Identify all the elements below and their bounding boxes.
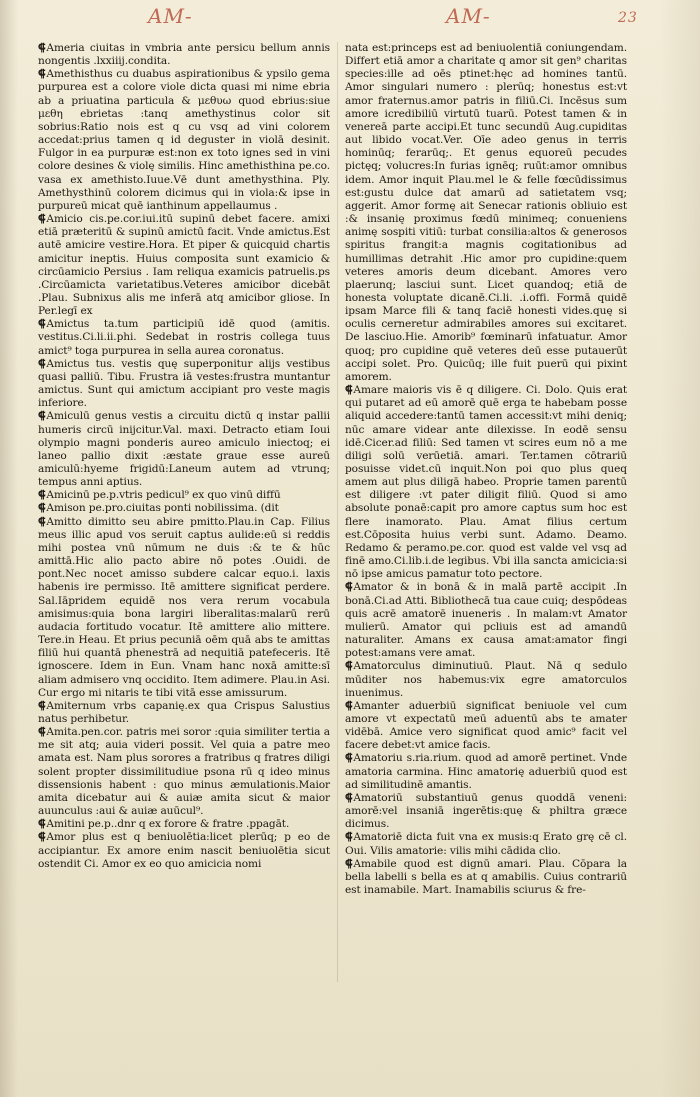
dictionary-entry [38,213,330,318]
entry-text: Amicinū pe.p.vtris pedicul⁹ ex quo vinū diffū [46,489,281,502]
dictionary-entry [345,792,627,831]
dictionary-entry [345,700,627,753]
entry-text: Amison pe.pro.ciuitas ponti nobilissima. (dit [46,502,279,515]
paragraph-mark-icon: ⸿ [38,726,46,739]
page-edge [660,0,700,1097]
paragraph-mark-icon: ⸿ [38,410,46,423]
paragraph-mark-icon: ⸿ [38,502,46,515]
paragraph-mark-icon: ⸿ [38,831,46,844]
entry-text: Amethisthus cu duabus aspirationibus & ypsilo gema purpurea est a colore viole dicta quasi mi nime ebria ab a priuatina particula & μεθυω quod ebrius:siue μεθη ebrietas :tanq amethystinus color sit sobrius:Ratio nois est q cu vsq ad vini colorem accedat:prius tamen q id deguster in violā desinit. Fulgor in ea purpuræ est:non ex toto ignes sed in vini colore desines & violę similis. Hinc amethisthina pe.co. vasa ex amethisto.Iuue.Vē dunt amethysthina. Ply. Amethysthinū colorem dicimus qui in viola:& ipse in purpureū micat quē ianthinum appellaumus . [38,68,330,212]
dictionary-entry [345,660,627,699]
handwritten-note-left: AM- [148,4,193,28]
paragraph-mark-icon: ⸿ [38,42,46,54]
paragraph-mark-icon: ⸿ [345,384,353,397]
paragraph-mark-icon: ⸿ [38,213,46,226]
dictionary-entry [38,502,330,515]
dictionary-entry [38,726,330,818]
dictionary-entry [38,42,330,68]
entry-text: Amictus ta.tum participiū idē quod (amitis. vestitus.Ci.li.ii.phi. Sedebat in rostris collega tuus amict⁹ toga purpurea in sella aurea coronatus. [38,318,330,357]
entry-text: Amatoriu s.ria.rium. quod ad amorē pertinet. Vnde amatoria carmina. Hinc amatorię aduerbiū quod est ad similitudinē amantis. [345,752,627,791]
handwritten-folio-number: 23 [618,10,638,26]
paragraph-mark-icon: ⸿ [345,791,353,804]
paragraph-mark-icon: ⸿ [345,660,353,673]
entry-text: Amanter aduerbiū significat beniuole vel cum amore vt expectatū meū aduentū abs te amater vidēbā. Amice vero significat quod amic⁹ facit vel facere debet:vt amice facis. [345,699,627,752]
dictionary-entry [38,410,330,489]
paragraph-mark-icon: ⸿ [345,581,353,594]
text-column-left [38,42,330,871]
entry-text: Amatoriē dicta fuit vna ex musis:q Erato grę cē cl. Oui. Vilis amatorie: vilis mihi cādida clio. [345,831,627,857]
dictionary-entry [38,489,330,502]
entry-text: Amiternum vrbs capanię.ex qua Crispus Salustius natus perhibetur. [38,699,330,725]
paragraph-mark-icon: ⸿ [38,357,46,370]
paragraph-mark-icon: ⸿ [38,818,46,831]
paragraph-mark-icon: ⸿ [38,699,46,712]
paragraph-mark-icon: ⸿ [38,489,46,502]
entry-text: Amator & in bonā & in malā partē accipit .In bonā.Ci.ad Atti. Bibliothecā tua caue cuiq; despōdeas quis acrē amatorē inueneris . In malam:vt Amator mulierū. Amator qui pcliuis est ad amandū naturaliter. Amans ex causa amat:amator fingi potest:amans vere amat. [345,581,627,660]
handwritten-note-center: AM- [446,4,491,28]
paragraph-mark-icon: ⸿ [38,515,46,528]
dictionary-entry [38,358,330,411]
dictionary-entry [345,581,627,660]
dictionary-entry [38,68,330,213]
text-column-right [345,42,627,897]
paragraph-mark-icon: ⸿ [38,318,46,331]
entry-text: Amatorculus diminutiuū. Plaut. Nā q sedulo mūditer nos habemus:vix egre amatorculos inuenimus. [345,660,627,699]
dictionary-entry [38,700,330,726]
gutter-shadow [0,0,18,1097]
dictionary-entry [38,831,330,870]
paragraph-mark-icon: ⸿ [345,752,353,765]
paragraph-mark-icon: ⸿ [345,831,353,844]
entry-text: Amatoriū substantiuū genus quoddā veneni: amorē:vel insaniā ingerētis:quę & philtra græce dicimus. [345,791,627,831]
dictionary-entry [345,384,627,581]
dictionary-entry [345,831,627,857]
dictionary-entry [345,42,627,384]
column-divider [337,42,338,982]
dictionary-entry [38,516,330,700]
dictionary-entry [38,318,330,357]
entry-text: Amabile quod est dignū amari. Plau. Cōpara la bella labelli s bella es at q amabilis. Cuius contrariū est inamabile. Mart. Inamabilis sciurus & fre- [345,857,627,896]
entry-text: Amor plus est q beniuolētia:licet plerūq; p eo de accipiantur. Ex amore enim nascit beniuolētia sicut ostendit Ci. Amor ex eo quo amicicia nomi [38,831,330,870]
entry-text: Amicio cis.pe.cor.iui.itū supinū debet facere. amixi etiā præteritū & supinū amictū facit. Vnde amictus.Est autē amicire vestire.Hora. Et piper & quicquid chartis amicitur ineptis. Huius composita sunt examicio & circūamicio Persius . Iam reliqua examicis patruelis.ps .Circūamicta varietatibus.Veteres amicibor dicebāt .Plau. Subnixus alis me inferā atq amicibor gliose. In Per.legī ex [38,213,330,318]
entry-text: Amitini pe.p..dnr q ex forore & fratre .ppagāt. [46,818,290,831]
entry-text: Amita.pen.cor. patris mei soror :quia similiter tertia a me sit atq; auia videri possit. Vel quia a patre meo amata est. Nam plus sorores a fratribus q fratres diligi solent propter dissimilitudiue psona rū q ideo minus dissensionis habent : quo minus æmulationis.Maior amita dicebatur aui & auiæ amita sicut & maior auunculus :aui & auiæ auūcul⁹. [38,726,330,818]
paragraph-mark-icon: ⸿ [345,857,353,870]
entry-text: Amictus tus. vestis quę superponitur alijs vestibus quasi palliū. Tibu. Frustra iā vestes:frustra muntantur amictus. Sunt qui amictum accipiant pro veste magis inferiore. [38,357,330,410]
dictionary-entry [38,818,330,831]
entry-text: Ameria ciuitas in vmbria ante persicu bellum annis nongentis .lxxiiij.condita. [38,42,330,68]
entry-text: Amare maioris vis ē q diligere. Ci. Dolo. Quis erat qui putaret ad eū amorē quē erga te habebam posse aliquid accedere:tantū tamen accessit:vt mihi deniq; nūc amare videar ante dilexisse. In eodē sensu idē.Cicer.ad filiū: Sed tamen vt scires eum nō a me diligi solū verūetiā. amari. Ter.tamen cōtrariū posuisse videt.cū inquit.Non poi quo plus queq amem aut plus diligā habeo. Proprie tamen parentū est diligere :vt pater diligit filiū. Quod si amo absolute ponaē:capit pro amore captus sum hoc est flere inamorato. Plau. Amat filius certum est.Cōposita huius verbi sunt. Adamo. Deamo. Redamo & peramo.pe.cor. quod est valde vel vsq ad finē amo.Ci.lib.i.de legibus. Vbi illa sancta amicicia:si nō ipse amicus pamatur toto pectore. [345,384,627,581]
paragraph-mark-icon: ⸿ [38,68,46,81]
dictionary-entry [345,858,627,897]
paragraph-mark-icon: ⸿ [345,699,353,712]
entry-text: Amitto dimitto seu abire pmitto.Plau.in Cap. Filius meus illic apud vos seruit captus aulide:eū si reddis mihi postea vnū nūmum ne duis :& te & hūc amittā.Hic alio pacto abire nō potes .Ouidi. de pont.Nec nocet amisso subdere calcar equo.i. laxis habenis ire permisso. Itē amittere significat perdere. Sal.Iāpridem equidē nos vera rerum vocabula amisimus:quia bona largiri liberalitas:malarū rerū audacia fortitudo vocatur. Itē amittere alio mittere. Tere.in Heau. Et prius pecuniā oēm quā abs te amittas filiū hui quantā phenestrā ad nequitiā patefeceris. Itē ignoscere. Idem in Eun. Vnam hanc noxā amitte:sī aliam admisero vnq occidito. Item adimere. Plau.in Asi. Cur ergo mi nitaris te tibi vitā esse amissurum. [38,515,330,699]
dictionary-entry [345,752,627,791]
entry-text: nata est:princeps est ad beniuolentiā coniungendam. Differt etiā amor a charitate q amor sit gen⁹ charitas species:ille ad oēs ptinet:hęc ad homines tantū. Amor singulari numero : plerūq; honestus est:vt amor fraternus.amor patris in filiū.Ci. Incēsus sum amore icredibiliū virtutū tuarū. Potest tamen & in venereā parte accipi.Et tunc secundū Aug.cupiditas aut libido vocat.Ver. Oīe adeo genus in terris hominūq; ferarūq;. Et genus equoreū pecudes pictęq; volucres:In furias ignēq; ruūt:amor omnibus idem. Amor inquit Plau.mel le & felle fœcūdissimus est:gustu dulce dat amarū ad satietatem vsq; aggerit. Amor formę ait Senecar rationis obliuio est :& insanię proximus fœdū minimeq; conueniens animę sospiti vitiū: turbat consilia:altos & generosos spiritus frangit:a magnis cogitationibus ad humillimas detrahit .Hic amor pro cupidine:quem veteres amoris deum dicebant. Amores vero plaerunq; lasciui sunt. Licet quandoq; etiā de honesta voluptate dicanē.Ci.li. .i.offi. Formā quidē ipsam Marce fili & tanq faciē honesti vides.quę si oculis cerneretur admirabiles amores sui excitaret. De lasciuo.Hie. Amorib⁹ fœminarū infatuatur. Amor quoq; pro cupidine quē veteres deū esse putauerūt accipi solet. Pro. Quicūq; ille fuit puerū qui pixint amorem. [345,42,627,383]
entry-text: Amiculū genus vestis a circuitu dictū q instar pallii humeris circū inijcitur.Val. maxi. Detracto etiam Ioui olympio magni ponderis aureo amiculo iniectoq; ei laneo pallio dixit :æstate graue esse aureū amiculū:hyeme frigidū:Laneum autem ad vtrunq; tempus anni aptius. [38,410,330,489]
